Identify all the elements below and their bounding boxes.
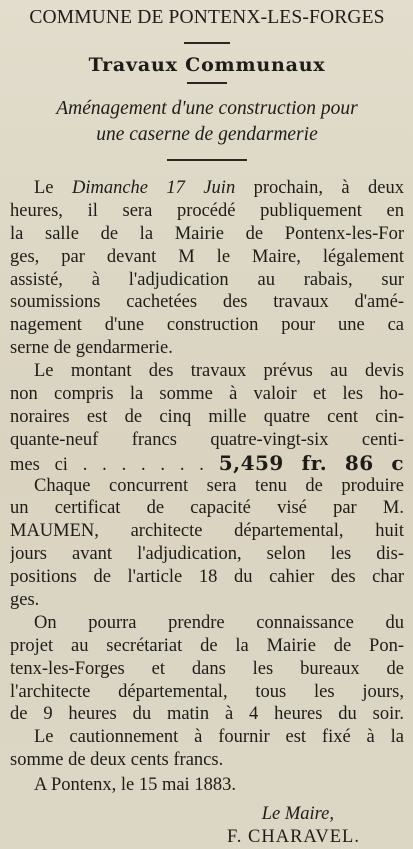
commune-heading: COMMUNE DE PONTENX-LES-FORGES — [29, 7, 385, 28]
paragraph-adjudication — [10, 177, 404, 360]
paragraph-amount — [10, 360, 404, 474]
text-line: quante-neuf francs quatre-vingt-six centi- — [10, 429, 404, 450]
text-fragment: Le — [34, 178, 72, 198]
signatory-name: F. CHARAVEL. — [226, 826, 360, 847]
text-line: assisté, à l'adjudication au rabais, sur — [10, 269, 404, 290]
text-line — [10, 452, 404, 475]
text-line: projet au secrétariat de la Mairie de Pon- — [10, 635, 404, 656]
divider-rule — [167, 159, 247, 161]
subtitle-line: Aménagement d'une construction pour — [56, 98, 358, 119]
text-line: tenx-les-Forges et dans les bureaux de — [10, 658, 404, 679]
section-title: Travaux Communaux — [88, 54, 326, 76]
text-line: On pourra prendre connaissance du — [34, 612, 404, 633]
auction-date: Dimanche 17 Juin — [71, 178, 236, 198]
text-line: de 9 heures du matin à 4 heures du soir. — [10, 704, 404, 725]
text-line: Le montant des travaux prévus au devis — [34, 361, 404, 382]
text-line: soumissions cachetées des travaux d'amé- — [10, 292, 404, 313]
text-line: heures, il sera procédé publiquement en — [10, 200, 404, 221]
text-fragment: prochain, à deux — [235, 178, 404, 198]
signatory-title: Le Maire, — [261, 804, 334, 825]
text-line: l'architecte départemental, tous les jours, — [10, 681, 404, 702]
date-place: A Pontenx, le 15 mai 1883. — [34, 775, 236, 796]
text-line: la salle de la Mairie de Pontenx-les-For — [10, 223, 404, 244]
paragraph-deposit — [10, 726, 404, 772]
paragraph-consultation — [10, 612, 404, 726]
divider-rule — [187, 82, 227, 84]
text-line: Chaque concurrent sera tenu de produire — [34, 475, 404, 496]
text-line: Le cautionnement à fournir est fixé à la — [34, 727, 404, 748]
paragraph-certificate — [10, 475, 404, 612]
text-line: ges. — [10, 590, 40, 611]
notice-subtitle — [10, 96, 404, 148]
text-line — [10, 177, 404, 200]
text-line: noraires est de cinq mille quatre cent cin- — [10, 406, 404, 427]
text-line: serne de gendarmerie. — [10, 338, 173, 359]
text-line: nagement d'une construction pour une ca — [10, 315, 404, 336]
text-line: jours avant l'adjudication, selon les dis- — [10, 544, 404, 565]
text-line: ges, par devant M le Maire, légalement — [10, 246, 404, 267]
text-fragment: mes ci . . . . . . . — [10, 454, 204, 475]
subtitle-line: une caserne de gendarmerie — [96, 124, 318, 145]
amount-value: 5,459 fr. 86 c — [218, 451, 404, 475]
text-line: positions de l'article 18 du cahier des char — [10, 567, 404, 588]
text-line: somme de deux cents francs. — [10, 750, 224, 771]
text-line: MAUMEN, architecte départemental, huit — [10, 521, 404, 542]
text-line: non compris la somme à valoir et les ho- — [10, 384, 404, 405]
notice-body — [10, 177, 404, 849]
divider-rule — [184, 42, 230, 44]
text-line: un certificat de capacité visé par M. — [10, 498, 404, 519]
